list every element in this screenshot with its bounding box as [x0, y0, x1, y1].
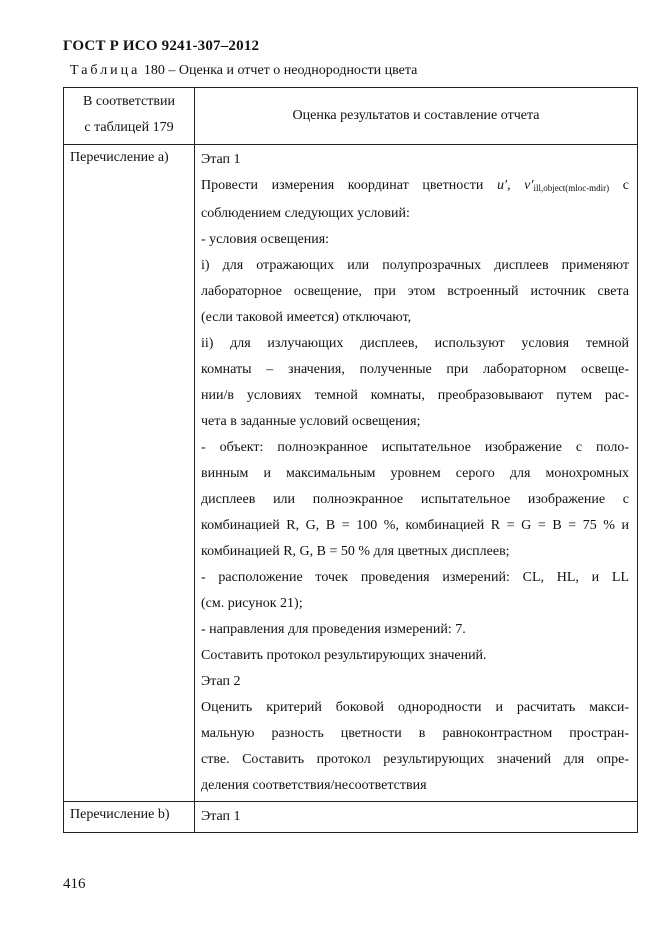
evaluation-table	[63, 87, 638, 833]
table-caption	[70, 63, 417, 79]
text-line: комнаты – значения, полученные при лабораторном освеще-	[201, 362, 629, 377]
stage-heading: Этап 2	[201, 674, 241, 689]
text-line: Оценить критерий боковой однородности и расчитать макси-	[201, 700, 629, 715]
text-fragment: Провести измерения координат цветности	[201, 178, 484, 193]
text-line: - расположение точек проведения измерений: CL, HL, и LL	[201, 570, 629, 585]
document-header: ГОСТ Р ИСО 9241-307–2012	[63, 38, 260, 54]
text-line: мальную разность цветности в равноконтрастном простран-	[201, 726, 629, 741]
table-row	[64, 145, 638, 802]
text-line: (см. рисунок 21);	[201, 596, 303, 611]
text-line: нии/в условиях темной комнаты, преобразовывают путем рас-	[201, 388, 629, 403]
header-line: В соответствии	[83, 94, 175, 109]
caption-text: 180 – Оценка и отчет о неоднородности цвета	[143, 63, 418, 78]
caption-word: Таблица	[70, 63, 141, 78]
text-line: лабораторное освещение, при этом встроенный источник света	[201, 284, 629, 299]
text-line: комбинацией R, G, B = 50 % для цветных дисплеев;	[201, 544, 510, 559]
text-line: соблюдением следующих условий:	[201, 206, 410, 221]
text-line: - условия освещения:	[201, 232, 330, 247]
row-content	[195, 802, 638, 833]
table-header-row	[64, 88, 638, 145]
table-row	[64, 802, 638, 833]
row-label: Перечисление b)	[64, 802, 195, 833]
stage-heading: Этап 1	[201, 809, 241, 824]
header-cell-evaluation: Оценка результатов и составление отчета	[195, 88, 638, 145]
text-line: дисплеев или полноэкранное испытательное изображение с	[201, 492, 629, 507]
text-line: i) для отражающих или полупрозрачных дисплеев применяют	[201, 258, 629, 273]
v-symbol: v′	[524, 178, 534, 193]
comma: ,	[507, 178, 511, 193]
text-line: деления соответствия/несоответствия	[201, 778, 427, 793]
header-line: с таблицей 179	[84, 120, 174, 135]
text-fragment: с	[622, 178, 630, 193]
header-cell-reference	[64, 88, 195, 145]
text-line: (если таковой имеется) отключают,	[201, 310, 412, 325]
stage-heading: Этап 1	[201, 152, 241, 167]
u-symbol: u′	[497, 178, 508, 193]
text-line: - направления для проведения измерений: 7.	[201, 622, 466, 637]
text-line: Составить протокол результирующих значений.	[201, 648, 487, 663]
text-line: чета в заданные условий освещения;	[201, 414, 421, 429]
page-number: 416	[63, 876, 86, 892]
text-line: ii) для излучающих дисплеев, используют условия темной	[201, 336, 629, 351]
text-line: - объект: полноэкранное испытательное изображение с поло-	[201, 440, 629, 455]
text-line: винным и максимальным уровнем серого для монохромных	[201, 466, 629, 481]
row-label: Перечисление а)	[64, 145, 195, 802]
row-content	[195, 145, 638, 802]
text-line: комбинацией R, G, B = 100 %, комбинацией R = G = B = 75 % и	[201, 518, 629, 533]
text-line: стве. Составить протокол результирующих значений для опре-	[201, 752, 629, 767]
text-line	[201, 173, 629, 201]
v-subscript: ill,object(mloc-mdir)	[533, 183, 610, 193]
